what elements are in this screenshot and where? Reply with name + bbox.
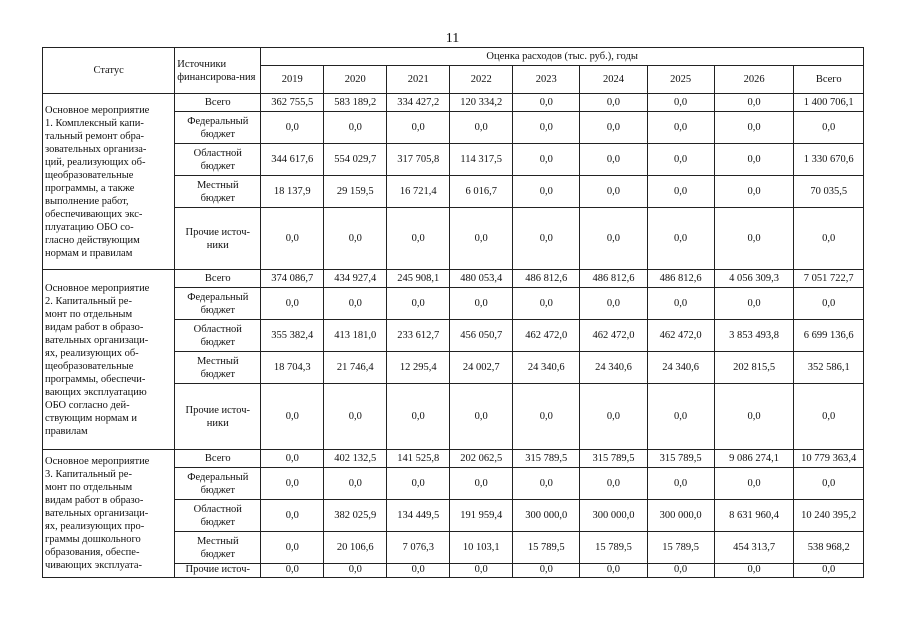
year-value-cell: 3 853 493,8 xyxy=(714,320,794,352)
year-value-cell: 0,0 xyxy=(714,144,794,176)
funding-source-cell: Прочие источ- ники xyxy=(175,384,261,450)
year-header: 2022 xyxy=(450,66,513,94)
funding-source-cell: Федеральный бюджет xyxy=(175,468,261,500)
funding-source-cell: Прочие источ- ники xyxy=(175,208,261,270)
table-row xyxy=(43,94,864,112)
funding-source-cell: Федеральный бюджет xyxy=(175,112,261,144)
year-value-cell: 0,0 xyxy=(450,112,513,144)
year-value-cell: 0,0 xyxy=(580,468,647,500)
year-value-cell: 456 050,7 xyxy=(450,320,513,352)
total-value-cell: 1 400 706,1 xyxy=(794,94,864,112)
year-value-cell: 0,0 xyxy=(580,384,647,450)
year-value-cell: 0,0 xyxy=(513,208,580,270)
year-value-cell: 554 029,7 xyxy=(324,144,387,176)
page-number: 11 xyxy=(445,31,460,46)
year-value-cell: 245 908,1 xyxy=(387,270,450,288)
year-value-cell: 0,0 xyxy=(714,94,794,112)
year-header: 2026 xyxy=(714,66,794,94)
year-value-cell: 315 789,5 xyxy=(513,450,580,468)
table-body xyxy=(43,94,864,578)
year-value-cell: 9 086 274,1 xyxy=(714,450,794,468)
year-header: 2025 xyxy=(647,66,714,94)
year-value-cell: 0,0 xyxy=(647,176,714,208)
year-header: 2021 xyxy=(387,66,450,94)
total-value-cell: 7 051 722,7 xyxy=(794,270,864,288)
year-value-cell: 413 181,0 xyxy=(324,320,387,352)
year-value-cell: 0,0 xyxy=(714,384,794,450)
total-value-cell: 352 586,1 xyxy=(794,352,864,384)
year-value-cell: 334 427,2 xyxy=(387,94,450,112)
year-value-cell: 0,0 xyxy=(647,94,714,112)
year-header: 2019 xyxy=(261,66,324,94)
year-value-cell: 0,0 xyxy=(647,208,714,270)
year-value-cell: 0,0 xyxy=(261,112,324,144)
year-value-cell: 134 449,5 xyxy=(387,500,450,532)
source-column-header: Источники финансирова-ния xyxy=(175,48,261,94)
year-value-cell: 300 000,0 xyxy=(513,500,580,532)
year-value-cell: 10 103,1 xyxy=(450,532,513,564)
year-value-cell: 0,0 xyxy=(580,288,647,320)
year-value-cell: 0,0 xyxy=(387,208,450,270)
year-value-cell: 0,0 xyxy=(261,384,324,450)
total-value-cell: 0,0 xyxy=(794,468,864,500)
activity-status-cell: Основное мероприятие 1. Комплексный капи- тальный ремонт обра- зовательных организа- ций, реализующих об- щеобразовательные программы, а также выполнение работ, обеспечивающих экс- плуатацию ОБО со- гласно действующим нормам и правилам xyxy=(43,94,175,270)
year-value-cell: 315 789,5 xyxy=(647,450,714,468)
funding-source-cell: Местный бюджет xyxy=(175,532,261,564)
funding-source-cell: Всего xyxy=(175,450,261,468)
funding-source-cell: Областной бюджет xyxy=(175,144,261,176)
funding-source-cell: Местный бюджет xyxy=(175,176,261,208)
year-value-cell: 300 000,0 xyxy=(647,500,714,532)
year-value-cell: 486 812,6 xyxy=(580,270,647,288)
year-value-cell: 0,0 xyxy=(647,144,714,176)
table-row xyxy=(43,270,864,288)
year-value-cell: 486 812,6 xyxy=(647,270,714,288)
year-value-cell: 233 612,7 xyxy=(387,320,450,352)
year-value-cell: 382 025,9 xyxy=(324,500,387,532)
year-value-cell: 0,0 xyxy=(324,384,387,450)
status-column-header: Статус xyxy=(43,48,175,94)
funding-source-cell: Областной бюджет xyxy=(175,500,261,532)
year-value-cell: 0,0 xyxy=(261,468,324,500)
year-value-cell: 114 317,5 xyxy=(450,144,513,176)
year-value-cell: 24 340,6 xyxy=(580,352,647,384)
year-value-cell: 362 755,5 xyxy=(261,94,324,112)
year-value-cell: 0,0 xyxy=(580,94,647,112)
funding-source-cell: Всего xyxy=(175,270,261,288)
table-row xyxy=(43,450,864,468)
year-header-total: Всего xyxy=(794,66,864,94)
year-value-cell: 462 472,0 xyxy=(513,320,580,352)
year-value-cell: 462 472,0 xyxy=(647,320,714,352)
year-value-cell: 7 076,3 xyxy=(387,532,450,564)
year-value-cell: 0,0 xyxy=(324,288,387,320)
year-value-cell: 0,0 xyxy=(513,384,580,450)
activity-status-cell: Основное мероприятие 3. Капитальный ре- монт по отдельным видам работ в образо- вательных организаци- ях, реализующих про- граммы дошкольного образования, обеспе- чивающих эксплуата- xyxy=(43,450,175,578)
funding-source-cell: Местный бюджет xyxy=(175,352,261,384)
year-value-cell: 355 382,4 xyxy=(261,320,324,352)
year-value-cell: 454 313,7 xyxy=(714,532,794,564)
total-value-cell: 0,0 xyxy=(794,208,864,270)
year-value-cell: 24 340,6 xyxy=(647,352,714,384)
year-value-cell: 0,0 xyxy=(580,112,647,144)
year-value-cell: 0,0 xyxy=(513,468,580,500)
year-value-cell: 0,0 xyxy=(261,208,324,270)
year-value-cell: 0,0 xyxy=(513,564,580,578)
year-value-cell: 0,0 xyxy=(513,288,580,320)
year-value-cell: 0,0 xyxy=(387,564,450,578)
year-value-cell: 0,0 xyxy=(714,468,794,500)
total-value-cell: 0,0 xyxy=(794,384,864,450)
year-header: 2020 xyxy=(324,66,387,94)
year-value-cell: 0,0 xyxy=(450,288,513,320)
year-value-cell: 0,0 xyxy=(387,288,450,320)
year-value-cell: 0,0 xyxy=(450,384,513,450)
budget-table xyxy=(42,47,864,578)
year-value-cell: 15 789,5 xyxy=(647,532,714,564)
year-value-cell: 18 137,9 xyxy=(261,176,324,208)
total-value-cell: 0,0 xyxy=(794,564,864,578)
year-value-cell: 315 789,5 xyxy=(580,450,647,468)
year-value-cell: 15 789,5 xyxy=(580,532,647,564)
year-value-cell: 0,0 xyxy=(647,564,714,578)
total-value-cell: 0,0 xyxy=(794,112,864,144)
year-value-cell: 0,0 xyxy=(714,288,794,320)
year-value-cell: 0,0 xyxy=(324,112,387,144)
year-value-cell: 0,0 xyxy=(387,112,450,144)
estimate-header: Оценка расходов (тыс. руб.), годы xyxy=(261,48,864,66)
total-value-cell: 6 699 136,6 xyxy=(794,320,864,352)
year-value-cell: 434 927,4 xyxy=(324,270,387,288)
total-value-cell: 538 968,2 xyxy=(794,532,864,564)
year-value-cell: 20 106,6 xyxy=(324,532,387,564)
year-value-cell: 0,0 xyxy=(580,176,647,208)
year-value-cell: 29 159,5 xyxy=(324,176,387,208)
table-header xyxy=(43,48,864,94)
total-value-cell: 1 330 670,6 xyxy=(794,144,864,176)
year-value-cell: 0,0 xyxy=(261,288,324,320)
year-value-cell: 0,0 xyxy=(450,468,513,500)
year-value-cell: 480 053,4 xyxy=(450,270,513,288)
year-value-cell: 486 812,6 xyxy=(513,270,580,288)
year-value-cell: 0,0 xyxy=(714,176,794,208)
year-value-cell: 202 815,5 xyxy=(714,352,794,384)
year-value-cell: 21 746,4 xyxy=(324,352,387,384)
year-value-cell: 120 334,2 xyxy=(450,94,513,112)
year-value-cell: 344 617,6 xyxy=(261,144,324,176)
year-value-cell: 0,0 xyxy=(261,564,324,578)
year-value-cell: 0,0 xyxy=(580,564,647,578)
year-value-cell: 0,0 xyxy=(714,564,794,578)
funding-source-cell: Областной бюджет xyxy=(175,320,261,352)
year-value-cell: 0,0 xyxy=(261,450,324,468)
year-value-cell: 191 959,4 xyxy=(450,500,513,532)
year-value-cell: 12 295,4 xyxy=(387,352,450,384)
year-value-cell: 0,0 xyxy=(647,112,714,144)
year-value-cell: 0,0 xyxy=(714,208,794,270)
year-value-cell: 374 086,7 xyxy=(261,270,324,288)
year-value-cell: 0,0 xyxy=(647,468,714,500)
year-value-cell: 0,0 xyxy=(580,144,647,176)
year-value-cell: 6 016,7 xyxy=(450,176,513,208)
year-value-cell: 0,0 xyxy=(450,564,513,578)
year-value-cell: 24 340,6 xyxy=(513,352,580,384)
funding-source-cell: Прочие источ- xyxy=(175,564,261,578)
year-value-cell: 0,0 xyxy=(261,532,324,564)
year-value-cell: 0,0 xyxy=(324,468,387,500)
funding-source-cell: Всего xyxy=(175,94,261,112)
year-value-cell: 462 472,0 xyxy=(580,320,647,352)
year-value-cell: 0,0 xyxy=(513,112,580,144)
year-value-cell: 0,0 xyxy=(513,176,580,208)
year-value-cell: 15 789,5 xyxy=(513,532,580,564)
year-value-cell: 0,0 xyxy=(324,208,387,270)
year-value-cell: 202 062,5 xyxy=(450,450,513,468)
funding-source-cell: Федеральный бюджет xyxy=(175,288,261,320)
year-value-cell: 0,0 xyxy=(387,468,450,500)
activity-status-cell: Основное мероприятие 2. Капитальный ре- монт по отдельным видам работ в образо- вательных организаци- ях, реализующих об- щеобразовательные программы, обеспечи- вающих эксплуатацию ОБО согласно дей- ствующим нормам и правилам xyxy=(43,270,175,450)
year-value-cell: 0,0 xyxy=(387,384,450,450)
year-value-cell: 0,0 xyxy=(261,500,324,532)
year-value-cell: 8 631 960,4 xyxy=(714,500,794,532)
year-value-cell: 24 002,7 xyxy=(450,352,513,384)
year-value-cell: 0,0 xyxy=(513,144,580,176)
year-value-cell: 583 189,2 xyxy=(324,94,387,112)
year-value-cell: 0,0 xyxy=(450,208,513,270)
total-value-cell: 0,0 xyxy=(794,288,864,320)
year-value-cell: 141 525,8 xyxy=(387,450,450,468)
year-value-cell: 0,0 xyxy=(714,112,794,144)
year-value-cell: 0,0 xyxy=(513,94,580,112)
year-value-cell: 0,0 xyxy=(324,564,387,578)
year-value-cell: 16 721,4 xyxy=(387,176,450,208)
year-header: 2024 xyxy=(580,66,647,94)
year-value-cell: 0,0 xyxy=(647,384,714,450)
year-value-cell: 402 132,5 xyxy=(324,450,387,468)
year-value-cell: 4 056 309,3 xyxy=(714,270,794,288)
year-value-cell: 18 704,3 xyxy=(261,352,324,384)
year-value-cell: 317 705,8 xyxy=(387,144,450,176)
year-value-cell: 0,0 xyxy=(580,208,647,270)
year-header: 2023 xyxy=(513,66,580,94)
total-value-cell: 10 779 363,4 xyxy=(794,450,864,468)
year-value-cell: 0,0 xyxy=(647,288,714,320)
year-value-cell: 300 000,0 xyxy=(580,500,647,532)
total-value-cell: 70 035,5 xyxy=(794,176,864,208)
total-value-cell: 10 240 395,2 xyxy=(794,500,864,532)
